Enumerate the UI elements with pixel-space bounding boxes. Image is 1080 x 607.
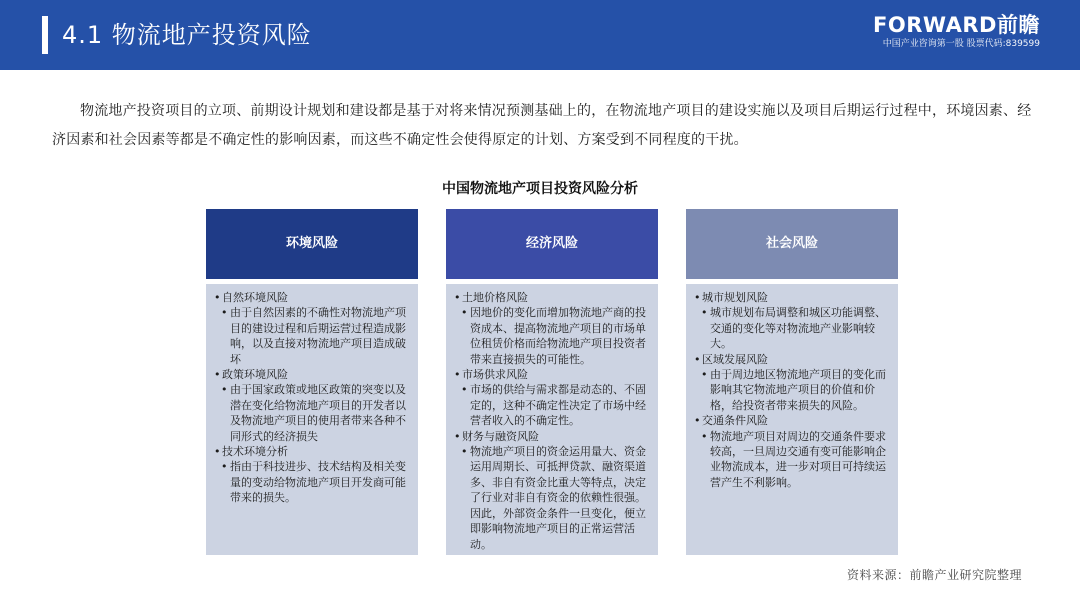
card-header: 社会风险 [686, 209, 898, 279]
page-title: 4.1 物流地产投资风险 [62, 21, 312, 49]
risk-item-title: • 技术环境分析 [214, 444, 412, 459]
risk-item-desc: • 市场的供给与需求都是动态的、不固定的，这种不确定性决定了市场中经营者收入的不确定性。 [454, 382, 652, 428]
risk-item-title: • 政策环境风险 [214, 367, 412, 382]
risk-item-title: • 财务与融资风险 [454, 429, 652, 444]
card-header: 经济风险 [446, 209, 658, 279]
risk-item-desc: • 物流地产项目的资金运用量大、资金运用周期长、可抵押贷款、融资渠道多、非自有资金比重大等特点，决定了行业对非自有资金的依赖性很强。因此，外部资金条件一旦变化，便立即影响物流地产项目的正常运营活动。 [454, 444, 652, 552]
risk-item-desc: • 由于自然因素的不确性对物流地产项目的建设过程和后期运营过程造成影响，以及直接对物流地产项目造成破坏 [214, 305, 412, 367]
intro-paragraph: 物流地产投资项目的立项、前期设计规划和建设都是基于对将来情况预测基础上的，在物流地产项目的建设实施以及项目后期运行过程中，环境因素、经济因素和社会因素等都是不确定性的影响因素，而这些不确定性会使得原定的计划、方案受到不同程度的干扰。 [52, 103, 1032, 148]
risk-card-environment [206, 209, 418, 555]
risk-item-title: • 市场供求风险 [454, 367, 652, 382]
risk-card-economic [446, 209, 658, 555]
risk-item-title: • 交通条件风险 [694, 413, 892, 428]
card-body [446, 284, 658, 555]
brand-subtitle: 中国产业咨询第一股 股票代码:839599 [882, 39, 1040, 49]
risk-item-desc: • 指由于科技进步、技术结构及相关变量的变动给物流地产项目开发商可能带来的损失。 [214, 459, 412, 505]
brand-name: FORWARD前瞻 [873, 13, 1040, 37]
risk-item-desc: • 物流地产项目对周边的交通条件要求较高，一旦周边交通有变可能影响企业物流成本，进一步对项目可持续运营产生不利影响。 [694, 429, 892, 491]
risk-item-desc: • 由于周边地区物流地产项目的变化而影响其它物流地产项目的价值和价格，给投资者带来损失的风险。 [694, 367, 892, 413]
risk-item-desc: • 由于国家政策或地区政策的突变以及潜在变化给物流地产项目的开发者以及物流地产项目的使用者带来各种不同形式的经济损失 [214, 382, 412, 444]
card-body [686, 284, 898, 555]
section-title: 中国物流地产项目投资风险分析 [442, 181, 638, 197]
risk-card-social [686, 209, 898, 555]
card-header: 环境风险 [206, 209, 418, 279]
risk-item-title: • 区域发展风险 [694, 352, 892, 367]
source-note: 资料来源：前瞻产业研究院整理 [846, 568, 1022, 582]
brand-logo [870, 12, 1040, 51]
risk-item-desc: • 城市规划布局调整和城区功能调整、交通的变化等对物流地产业影响较大。 [694, 305, 892, 351]
risk-item-title: • 土地价格风险 [454, 290, 652, 305]
risk-item-title: • 自然环境风险 [214, 290, 412, 305]
title-accent-bar [42, 16, 48, 54]
header-bar [0, 0, 1080, 70]
risk-item-desc: • 因地价的变化而增加物流地产商的投资成本、提高物流地产项目的市场单位租赁价格而给物流地产项目投资者带来直接损失的可能性。 [454, 305, 652, 367]
card-body [206, 284, 418, 555]
risk-item-title: • 城市规划风险 [694, 290, 892, 305]
